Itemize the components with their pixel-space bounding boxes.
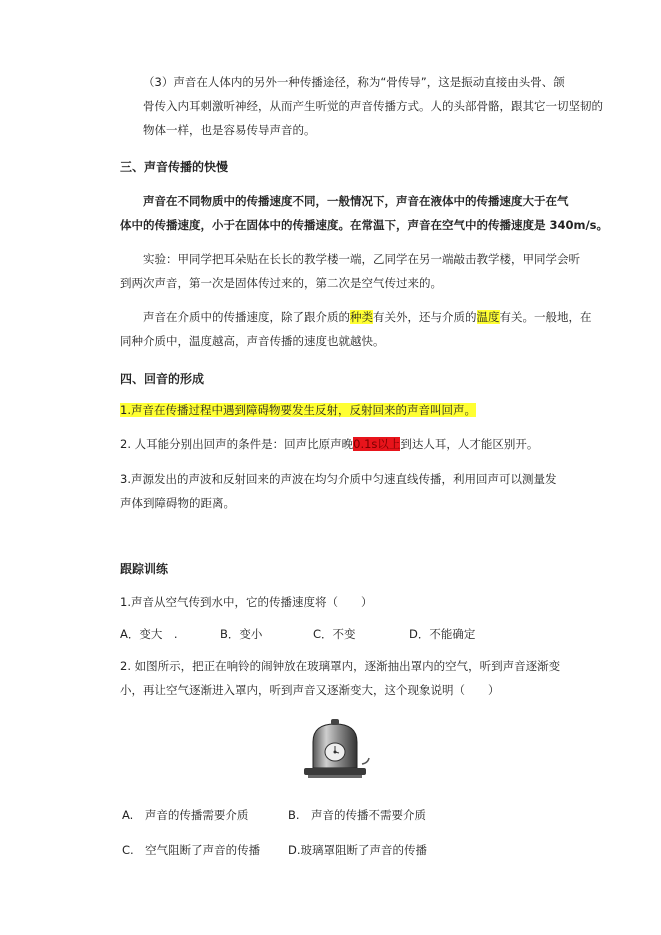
section-heading-practice: 跟踪训练 (120, 562, 169, 576)
text-line: 体中的传播速度，小于在固体中的传播速度。在常温下，声音在空气中的传播速度是 340m/s。 (120, 218, 609, 232)
text-line: 物体一样，也是容易传导声音的。 (143, 123, 316, 137)
choice-b[interactable]: B．变小 (220, 627, 263, 641)
highlight-kind: 种类 (350, 310, 373, 324)
text-line: （3）声音在人体内的另外一种传播途径，称为“骨传导”，这是振动直接由头骨、颌 (143, 75, 565, 89)
text-line: 到两次声音，第一次是固体传过来的，第二次是空气传过来的。 (120, 276, 442, 290)
highlight-time: 0.1s (353, 437, 378, 451)
text-line: 同种介质中，温度越高，声音传播的速度也就越快。 (120, 334, 385, 348)
choice-a[interactable]: A．变大 . (120, 627, 178, 641)
paragraph-bone-conduction (120, 70, 603, 142)
question-2-choices-row1 (120, 805, 560, 825)
choice-b[interactable]: B. 声音的传播不需要介质 (288, 808, 427, 822)
section-heading-speed: 三、声音传播的快慢 (120, 160, 229, 174)
question-2-choices-row2 (120, 840, 560, 860)
item-text: 声音在传播过程中遇到障碍物要发生反射，反射回来的声音叫回声。 (130, 403, 476, 417)
question-1: 1.声音从空气传到水中，它的传播速度将（ ） (120, 595, 373, 609)
choice-c[interactable]: C．不变 (313, 627, 356, 641)
text-line: 声音在不同物质中的传播速度不同，一般情况下，声音在液体中的传播速度大于在气 (143, 194, 569, 208)
text-line: 2. 如图所示，把正在响铃的闹钟放在玻璃罩内，逐渐抽出罩内的空气，听到声音逐渐变 (120, 659, 561, 673)
choice-d[interactable]: D．不能确定 (409, 627, 476, 641)
choice-d[interactable]: D.玻璃罩阻断了声音的传播 (288, 843, 428, 857)
text-line (120, 305, 592, 329)
item-number: 1. (120, 403, 131, 417)
question-1-choices (120, 624, 560, 644)
text-fragment: 到达人耳，人才能区别开。 (400, 437, 539, 451)
highlight-above: 以上 (377, 437, 401, 451)
paragraph-medium-speed (120, 305, 592, 353)
choice-c[interactable]: C. 空气阻断了声音的传播 (122, 843, 261, 857)
text-line: 声体到障碍物的距离。 (120, 496, 235, 510)
text-line: 实验：甲同学把耳朵贴在长长的教学楼一端，乙同学在另一端敲击教学楼，甲同学会听 (143, 252, 580, 266)
highlight-echo-definition (120, 403, 476, 417)
text-fragment: 2. 人耳能分别出回声的条件是：回声比原声晚 (120, 437, 354, 451)
echo-item-1 (120, 398, 560, 422)
section-heading-echo: 四、回音的形成 (120, 372, 205, 386)
question-2 (120, 654, 560, 702)
text-fragment: 有关。一般地，在 (499, 310, 592, 324)
text-line: 骨传入内耳刺激听神经，从而产生听觉的声音传播方式。人的头部骨骼，跟其它一切坚韧的 (143, 99, 603, 113)
bell-jar-illustration (300, 718, 370, 780)
text-line: 3.声源发出的声波和反射回来的声波在均匀介质中匀速直线传播，利用回声可以测量发 (120, 472, 557, 486)
choice-a[interactable]: A. 声音的传播需要介质 (122, 808, 249, 822)
echo-item-3 (120, 467, 560, 515)
text-line: 小，再让空气逐渐进入罩内，听到声音又逐渐变大，这个现象说明（ ） (120, 683, 500, 697)
text-fragment: 有关外，还与介质的 (373, 310, 477, 324)
text-fragment: 声音在介质中的传播速度，除了跟介质的 (143, 310, 350, 324)
highlight-temperature: 温度 (476, 310, 500, 324)
paragraph-experiment (120, 247, 580, 295)
echo-item-2 (120, 432, 560, 456)
paragraph-speed-summary (120, 189, 609, 237)
